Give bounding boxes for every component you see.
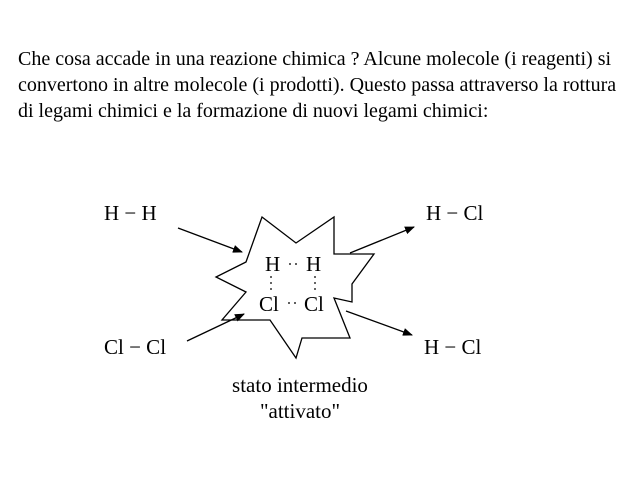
reactant-cl2-label: Cl − Cl — [104, 335, 167, 359]
reactant-h2-label: H − H — [104, 201, 157, 225]
arrow-h2-in — [178, 228, 242, 252]
atom-cl-left: Cl — [259, 292, 279, 316]
intermediate-caption — [200, 372, 400, 424]
atom-h-left: H — [265, 252, 281, 276]
caption-line-2: "attivato" — [259, 399, 341, 423]
intro-paragraph: Che cosa accade in una reazione chimica ? Alcune molecole (i reagenti) si convertono in altre molecole (i prodotti). Questo passa attraverso la rottura di legami chimici e la formazione di nuovi legami chimici: — [18, 48, 617, 122]
atom-cl-right: Cl — [304, 292, 324, 316]
caption-line-1: stato intermedio — [232, 373, 368, 397]
activated-state-starburst — [216, 217, 374, 358]
arrow-cl2-in — [187, 314, 244, 341]
atom-h-right: H — [306, 252, 322, 276]
product-hcl-lower-label: H − Cl — [424, 335, 482, 359]
arrow-hcl-upper-out — [350, 227, 414, 253]
product-hcl-upper-label: H − Cl — [426, 201, 484, 225]
arrow-hcl-lower-out — [346, 311, 412, 335]
